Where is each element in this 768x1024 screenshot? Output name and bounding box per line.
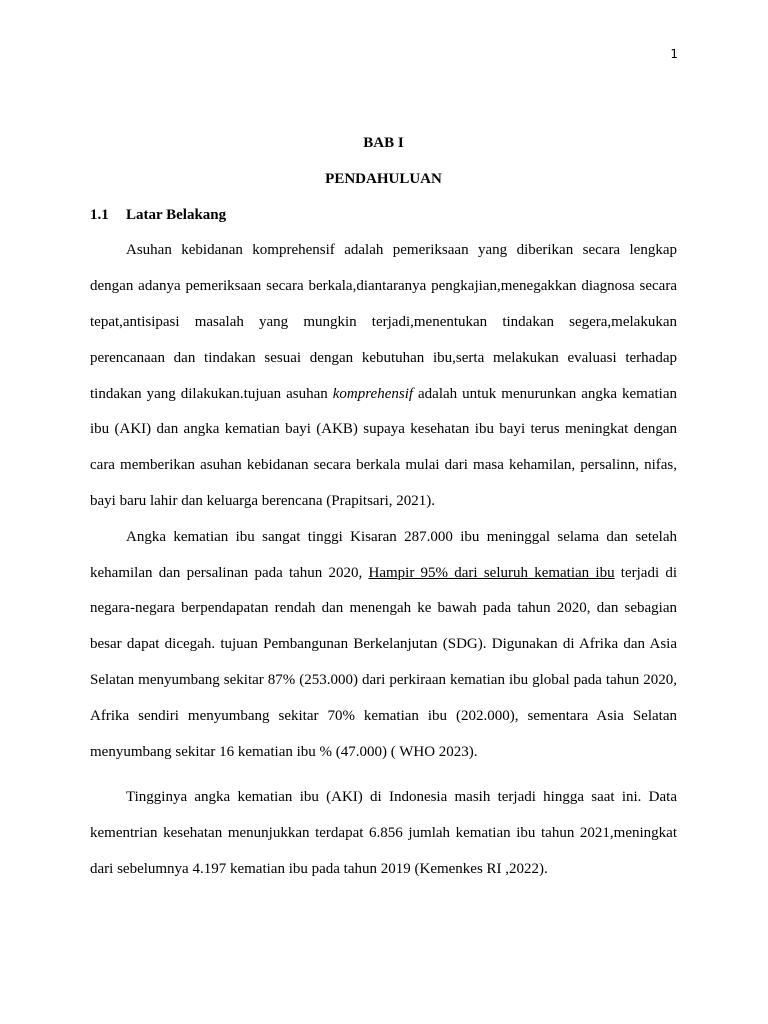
section-number: 1.1 xyxy=(90,206,109,223)
chapter-heading: BAB I xyxy=(363,135,404,151)
paragraph-1-text-b: adalah untuk menurunkan angka kematian ibu (AKI) dan angka kematian bayi (AKB) supaya kesehatan ibu bayi terus meningkat dengan cara memberikan asuhan kebidanan secara berkala mulai dari masa kehamilan, persalinn, nifas, bayi baru lahir dan keluarga berencana (Prapitsari, 2021). xyxy=(90,385,677,509)
document-body xyxy=(90,126,677,888)
section-title: Latar Belakang xyxy=(126,206,227,223)
page-number: 1 xyxy=(670,47,678,61)
section-heading xyxy=(90,198,677,234)
paragraph-2-text-a: Angka kematian ibu sangat tinggi Kisaran 287.000 ibu meninggal selama dan setelah kehamilan dan persalinan pada tahun 2020, xyxy=(90,528,677,581)
chapter-title: PENDAHULUAN xyxy=(325,170,442,187)
paragraph-2-text-b: terjadi di negara-negara berpendapatan rendah dan menengah ke bawah pada tahun 2020, dan sebagian besar dapat dicegah. tujuan Pembangunan Berkelanjutan (SDG). Digunakan di Afrika dan Asia Selatan menyumbang sekitar 87% (253.000) dari perkiraan kematian ibu global pada tahun 2020, Afrika sendiri menyumbang sekitar 70% kematian ibu (202.000), sementara Asia Selatan menyumbang sekitar 16 kematian ibu % (47.000) ( WHO 2023). xyxy=(90,564,678,760)
paragraph-2 xyxy=(90,520,677,771)
paragraph-1-text-a: Asuhan kebidanan komprehensif adalah pemeriksaan yang diberikan secara lengkap dengan adanya pemeriksaan secara berkala,diantaranya pengkajian,menegakkan diagnosa secara tepat,antisipasi masalah yang mungkin terjadi,menentukan tindakan segera,melakukan perencanaan dan tindakan sesuai dengan kebutuhan ibu,serta melakukan evaluasi terhadap tindakan yang dilakukan.tujuan asuhan xyxy=(90,242,677,402)
paragraph-1 xyxy=(90,233,677,519)
paragraph-2-underlined-phrase: Hampir 95% dari seluruh kematian ibu xyxy=(368,564,615,581)
paragraph-3: Tingginya angka kematian ibu (AKI) di Indonesia masih terjadi hingga saat ini. Data kementrian kesehatan menunjukkan terdapat 6.856 jumlah kematian ibu tahun 2021,meningkat dari sebelumnya 4.197 kematian ibu pada tahun 2019 (Kemenkes RI ,2022). xyxy=(90,789,677,877)
paragraph-1-italic-term: komprehensif xyxy=(332,385,414,402)
